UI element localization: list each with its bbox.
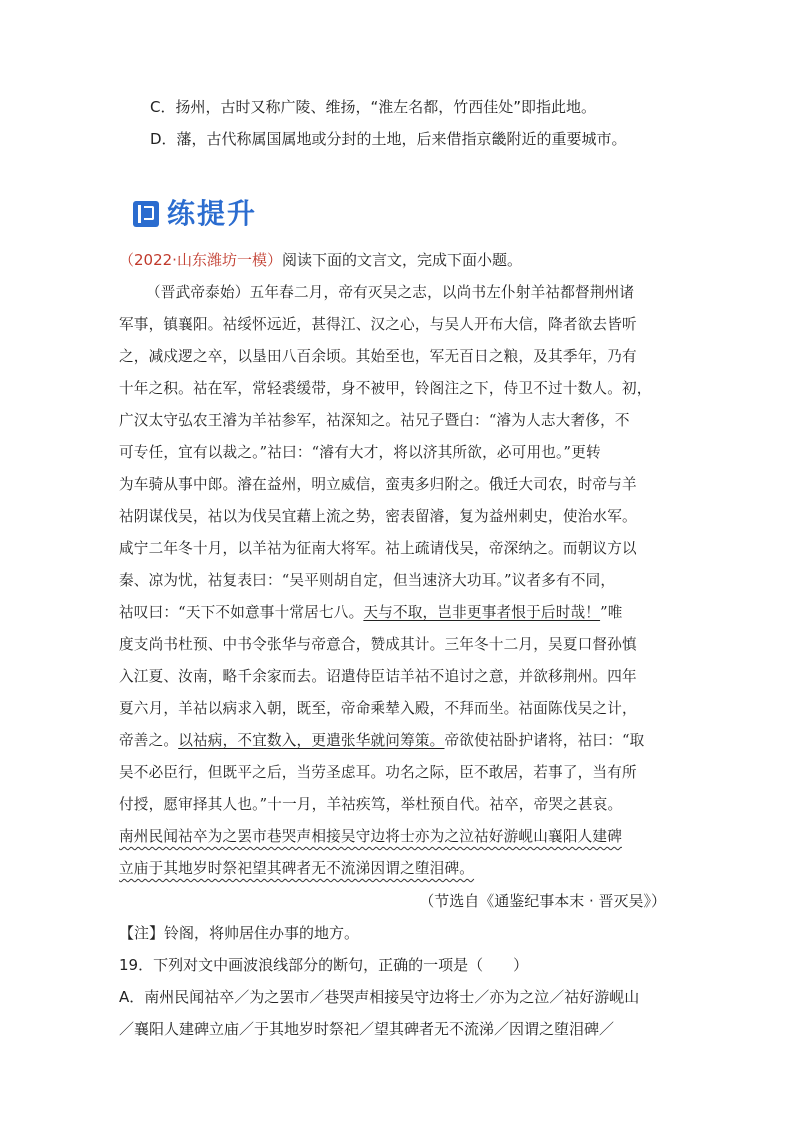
passage-line: 之，减戍逻之卒，以垦田八百余顷。其始至也，军无百日之粮，及其季年，乃有	[119, 348, 637, 365]
passage-line: 度支尚书杜预、中书令张华与帝意合，赞成其计。三年冬十二月，吴夏口督孙慎	[119, 636, 637, 653]
passage-text: 帝善之。	[119, 732, 179, 749]
note: 【注】铃阁，将帅居住办事的地方。	[119, 924, 360, 942]
question-19-stem: 19．下列对文中画波浪线部分的断句，正确的一项是（ ）	[119, 956, 529, 974]
wavy-underlined-text: 南州民闻祜卒为之罢市巷哭声相接吴守边将士亦为之泣祜好游岘山襄阳人建碑	[119, 828, 622, 845]
source-tag: （2022·山东潍坊一模）	[119, 251, 282, 269]
underlined-sentence: 以祜病，不宜数入，更遣张华就问筹策。	[178, 732, 445, 749]
passage-line	[119, 731, 644, 751]
passage-line	[119, 827, 622, 847]
passage-line: 入江夏、汝南，略千余家而去。诏遣侍臣诘羊祜不追讨之意，并欲移荆州。四年	[119, 668, 637, 685]
passage-line: （晋武帝泰始）五年春二月，帝有灭吴之志，以尚书左仆射羊祜都督荆州诸	[146, 284, 635, 301]
citation: （节选自《通鉴纪事本末 · 晋灭吴》）	[419, 892, 666, 910]
passage-line: 祜阴谋伐吴，祜以为伐吴宜藉上流之势，密表留濬，复为益州刺史，使治水军。	[119, 508, 637, 525]
passage-text: 祜叹曰：“天下不如意事十常居七八。	[119, 604, 364, 621]
passage-line: 付授，愿审择其人也。”十一月，羊祜疾笃，举杜预自代。祜卒，帝哭之甚哀。	[119, 796, 623, 813]
passage-line: 夏六月，羊祜以病求入朝，既至，帝命乘辇入殿，不拜而坐。祜面陈伐吴之计，	[119, 700, 637, 717]
passage-line: 可专任，宜有以裁之。”祜曰：“濬有大才，将以济其所欲，必可用也。”更转	[119, 444, 601, 461]
section-heading	[133, 197, 257, 231]
section-title: 练提升	[167, 197, 258, 230]
wavy-underlined-text: 立庙于其地岁时祭祀望其碑者无不流涕因谓之堕泪碑。	[119, 860, 475, 877]
passage-line: 为车骑从事中郎。濬在益州，明立威信，蛮夷多归附之。俄迁大司农，时帝与羊	[119, 476, 637, 493]
option-d-top: D．藩，古代称属国属地或分封的土地，后来借指京畿附近的重要城市。	[150, 130, 627, 148]
passage-line: 十年之积。祜在军，常轻裘缓带，身不被甲，铃阁注之下，侍卫不过十数人。初，	[119, 380, 652, 397]
passage-line	[119, 603, 623, 623]
question-intro	[119, 250, 522, 270]
question-19-option-a: A．南州民闻祜卒／为之罢市／巷哭声相接吴守边将士／亦为之泣／祜好游岘山	[119, 988, 640, 1006]
passage-line: 广汉太守弘农王濬为羊祜参军，祜深知之。祜兄子暨白：“濬为人志大奢侈，不	[119, 412, 630, 429]
passage-line: 秦、凉为忧，祜复表曰：“吴平则胡自定，但当速济大功耳。”议者多有不同，	[119, 572, 616, 589]
passage-line: 咸宁二年冬十月，以羊祜为征南大将军。祜上疏请伐吴，帝深纳之。而朝议方以	[119, 540, 637, 557]
passage-line: 吴不必臣行，但既平之后，当劳圣虑耳。功名之际，臣不敢居，若事了，当有所	[119, 764, 637, 781]
passage-line	[119, 859, 474, 879]
passage-line: 军事，镇襄阳。祜绥怀远近，甚得江、汉之心，与吴人开布大信，降者欲去皆听	[119, 316, 637, 333]
passage-text: 帝欲使祜卧护诸将，祜曰：“取	[444, 732, 645, 749]
book-icon	[133, 201, 159, 227]
passage-text: ”唯	[600, 604, 623, 621]
option-c-top: C．扬州，古时又称广陵、维扬，“淮左名都，竹西佳处”即指此地。	[150, 98, 597, 116]
question-19-option-a-cont: ／襄阳人建碑立庙／于其地岁时祭祀／望其碑者无不流涕／因谓之堕泪碑／	[119, 1020, 615, 1038]
intro-text: 阅读下面的文言文，完成下面小题。	[281, 251, 522, 269]
underlined-sentence: 天与不取，岂非更事者恨于后时哉！	[363, 604, 601, 621]
